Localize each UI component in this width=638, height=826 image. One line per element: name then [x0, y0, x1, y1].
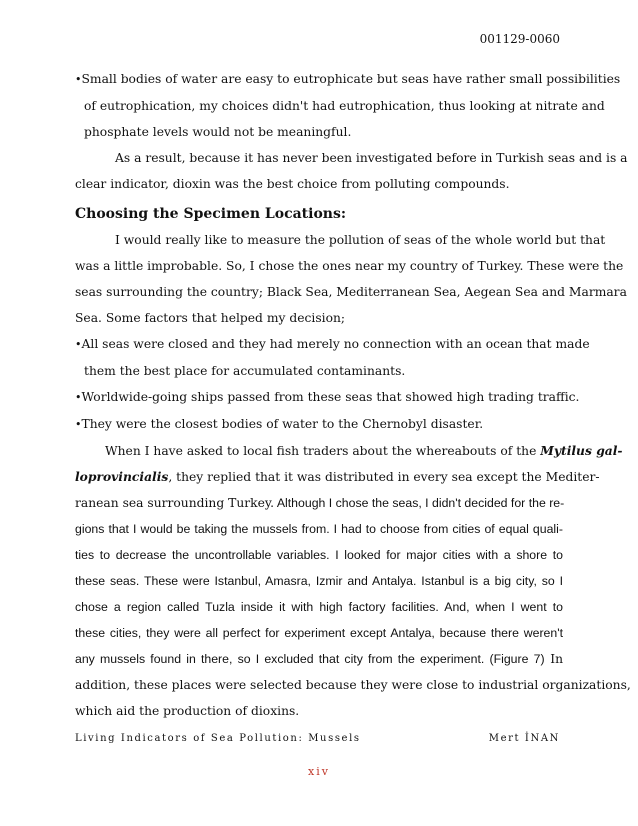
species-name: Mytilus gal-: [540, 443, 623, 458]
text-line: addition, these places were selected because they were close to industrial organizations,: [75, 678, 631, 692]
text-line: [75, 464, 600, 490]
bullet-icon: •: [75, 73, 82, 86]
text-line: them the best place for accumulated contaminants.: [84, 364, 406, 378]
text-line: All seas were closed and they had merely no connection with an ocean that made: [81, 337, 590, 351]
text-line: gions that I would be taking the mussels from. I had to choose from cities of equal quali-: [75, 522, 563, 536]
text-line: phosphate levels would not be meaningful.: [84, 125, 352, 139]
text-line: seas surrounding the country; Black Sea, Mediterranean Sea, Aegean Sea and Marmara: [75, 285, 627, 299]
text-line: these seas. These were Istanbul, Amasra, Izmir and Antalya. Istanbul is a big city, so I: [75, 574, 563, 588]
text-line: of eutrophication, my choices didn't had eutrophication, thus looking at nitrate and: [84, 99, 605, 113]
text-line: ties to decrease the uncontrollable variables. I looked for major cities with a shore to: [75, 548, 563, 562]
text-line: [75, 438, 623, 464]
footer-title: Living Indicators of Sea Pollution: Mussels: [75, 733, 361, 744]
section-heading: Choosing the Specimen Locations:: [75, 206, 347, 222]
bullet-icon: •: [75, 338, 82, 351]
text-line: As a result, because it has never been investigated before in Turkish seas and is a: [115, 151, 628, 165]
text-run: Although I chose the seas, I didn't decided for the re-: [274, 496, 565, 510]
text-line: chose a region called Tuzla inside it with high factory facilities. And, when I went to: [75, 600, 563, 614]
text-line: these cities, they were all perfect for experiment except Antalya, because there weren't: [75, 626, 563, 640]
bullet-item: [75, 331, 590, 358]
bullet-item: [75, 66, 621, 93]
text-line: Small bodies of water are easy to eutrophicate but seas have rather small possibilities: [81, 72, 621, 86]
footer-author: Mert İNAN: [488, 733, 560, 744]
text-run: ranean sea surrounding Turkey.: [75, 496, 275, 510]
text-line: [75, 490, 563, 516]
bullet-icon: •: [75, 418, 82, 431]
text-line: was a little improbable. So, I chose the ones near my country of Turkey. These were the: [75, 259, 624, 273]
text-run: , they replied that it was distributed in every sea except the Mediter-: [168, 470, 600, 484]
bullet-item: [75, 411, 563, 438]
text-line: They were the closest bodies of water to the Chernobyl disaster.: [81, 417, 484, 431]
bullet-icon: •: [75, 391, 82, 404]
text-line: [75, 646, 563, 672]
text-run: any mussels found in there, so I excluded that city from the experiment. (Figure 7): [75, 652, 545, 666]
species-name: loprovincialis: [75, 469, 169, 484]
text-line: which aid the production of dioxins.: [75, 704, 300, 718]
text-line: clear indicator, dioxin was the best choice from polluting compounds.: [75, 177, 510, 191]
text-line: Worldwide-going ships passed from these seas that showed high trading traffic.: [81, 390, 580, 404]
text-line: Sea. Some factors that helped my decision;: [75, 311, 346, 325]
text-run: In: [544, 652, 564, 666]
document-id: 001129-0060: [479, 32, 560, 46]
text-line: I would really like to measure the pollution of seas of the whole world but that: [115, 233, 606, 247]
page-body: [75, 66, 631, 724]
page-number: xiv: [308, 765, 330, 778]
bullet-item: [75, 384, 580, 411]
text-run: When I have asked to local fish traders about the whereabouts of the: [105, 444, 541, 458]
